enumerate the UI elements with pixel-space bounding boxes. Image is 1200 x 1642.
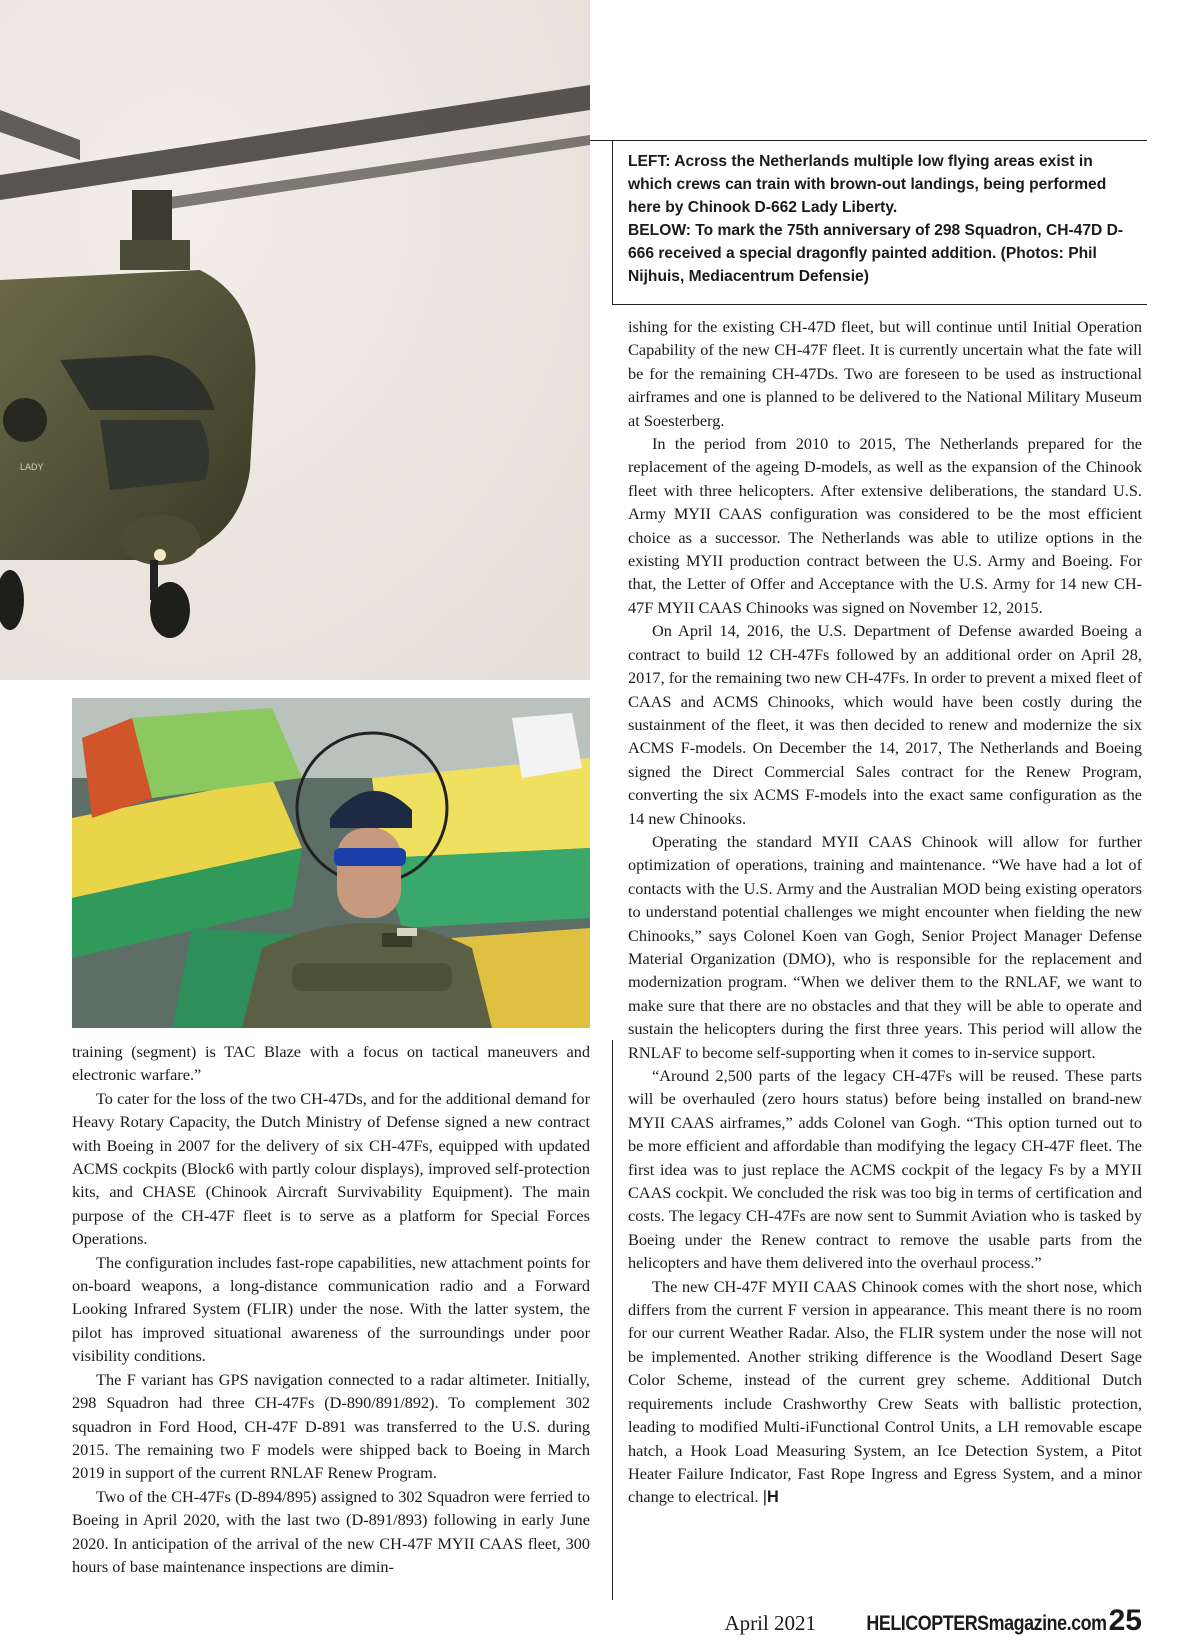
paragraph: The F variant has GPS navigation connected to a radar altimeter. Initially, 298 Squadron had three CH-47Fs (D-890/891/892). To complement 302 squadron in Ford Hood, CH-47F D-891 was transferred to the U.S. during 2015. The remaining two F models were shipped back to Boeing in March 2019 in support of the current RNLAF Renew Program. xyxy=(72,1369,590,1483)
caption-below: BELOW: To mark the 75th anniversary of 298 Squadron, CH-47D D-666 received a special dragonfly painted addition. (Photos: Phil Nijhuis, Mediacentrum Defensie) xyxy=(628,222,1124,285)
svg-text:LADY: LADY xyxy=(20,462,44,472)
end-mark: H xyxy=(766,1488,779,1507)
paragraph: On April 14, 2016, the U.S. Department of Defense awarded Boeing a contract to build 12 CH-47Fs followed by an additional order on April 28, 2017, for the remaining two new CH-47Fs. In order to prevent a mixed fleet of CAAS and ACMS Chinooks, which would have been costly during the sustainment of the fleet, it was then decided to renew and modernize the six ACMS F-models. On December the 14, 2017, The Netherlands and Boeing signed the Direct Commercial Sales contract for the Renew Program, converting the six ACMS F-models into the exact same configuration as the 14 new Chinooks. xyxy=(628,621,1142,828)
paragraph-final-text: The new CH-47F MYII CAAS Chinook comes with the short nose, which differs from the current F version in appearance. This meant there is no room for our current Weather Radar. Also, the FLIR system under the nose will not be implemented. Another striking difference is the Woodland Desert Sage Color Scheme, instead of the current grey scheme. Additional Dutch requirements include Crashworthy Crew Seats with ballistic protection, leading to modified Multi-iFunctional Control Units, a LH removable escape hatch, a Hook Load Measuring System, an Ice Detection System, a Pitot Heater Failure Indicator, Fast Rope Ingress and Egress System, and a minor change to electrical. xyxy=(628,1276,1142,1507)
caption-top-rule xyxy=(590,140,1147,141)
paragraph: “Around 2,500 parts of the legacy CH-47Fs will be reused. These parts will be overhauled (zero hours status) before being installed on brand-new MYII CAAS airframes,” adds Colonel van Gogh. “This option turned out to be more efficient and affordable than modifying the legacy CH-47F fleet. The first idea was to just replace the ACMS cockpit of the legacy Fs by a MYII CAAS cockpit. We concluded the risk was too big in terms of certification and costs. The legacy CH-47Fs are now sent to Summit Aviation who is tasked by Boeing under the Renew contract to remove the usable parts from the helicopters and have them delivered into the overhaul process.” xyxy=(628,1066,1142,1273)
caption-left: LEFT: Across the Netherlands multiple low flying areas exist in which crews can train with brown-out landings, being performed here by Chinook D-662 Lady Liberty. xyxy=(628,153,1107,216)
pilot-dragonfly-illustration xyxy=(72,698,590,1028)
paragraph: training (segment) is TAC Blaze with a focus on tactical maneuvers and electronic warfare.” xyxy=(72,1042,590,1085)
paragraph: ishing for the existing CH-47D fleet, but will continue until Initial Operation Capability of the new CH-47F fleet. It is currently uncertain what the fate will be for the remaining CH-47Ds. Two are foreseen to be used as instructional airframes and one is planned to be delivered to the National Military Museum at Soesterberg. xyxy=(628,317,1142,430)
column-divider xyxy=(612,1040,613,1600)
page-footer xyxy=(724,1604,1142,1638)
chinook-helicopter-illustration xyxy=(0,0,590,680)
paragraph: To cater for the loss of the two CH-47Ds, and for the additional demand for Heavy Rotary Capacity, the Dutch Ministry of Defense signed a new contract with Boeing in 2007 for the delivery of six CH-47Fs, equipped with updated ACMS cockpits (Block6 with partly colour displays), improved self-protection kits, and CHASE (Chinook Aircraft Survivability Equipment). The main purpose of the CH-47F fleet is to serve as a platform for Special Forces Operations. xyxy=(72,1088,590,1249)
photo-caption xyxy=(628,150,1128,288)
chinook-photo xyxy=(0,0,590,680)
paragraph: In the period from 2010 to 2015, The Netherlands prepared for the replacement of the ageing D-models, as well as the expansion of the Chinook fleet with three helicopters. After extensive deliberations, the standard U.S. Army MYII CAAS configuration was considered to be the most efficient choice as a successor. The Netherlands was able to utilize options in the existing MYII production contract between the U.S. Army and Boeing. For that, the Letter of Offer and Acceptance with the U.S. Army for 14 new CH-47F MYII CAAS Chinooks was signed on November 12, 2015. xyxy=(628,434,1142,617)
magazine-site: HELICOPTERSmagazine.com xyxy=(866,1612,1107,1635)
end-mark-separator: | xyxy=(762,1488,767,1507)
pilot-dragonfly-photo xyxy=(72,698,590,1028)
issue-date: April 2021 xyxy=(724,1611,817,1635)
paragraph: The configuration includes fast-rope capabilities, new attachment points for on-board weapons, a long-distance communication radio and a Forward Looking Infrared System (FLIR) under the nose. With the latter system, the pilot has improved situational awareness of the surroundings under poor visibility conditions. xyxy=(72,1252,590,1366)
paragraph: Two of the CH-47Fs (D-894/895) assigned to 302 Squadron were ferried to Boeing in April 2020, with the last two (D-891/893) following in early June 2020. In anticipation of the arrival of the new CH-47F MYII CAAS fleet, 300 hours of base maintenance inspections are dimin- xyxy=(72,1486,590,1576)
paragraph-final xyxy=(628,1275,1142,1510)
caption-bottom-rule xyxy=(612,304,1147,305)
column-divider-top xyxy=(612,140,613,304)
article-column-right xyxy=(628,315,1142,1510)
article-column-left xyxy=(72,1040,590,1578)
paragraph: Operating the standard MYII CAAS Chinook will allow for further optimization of operations, training and maintenance. “We have had a lot of contacts with the U.S. Army and the Australian MOD being existing operators to understand potential challenges we might encounter when fielding the new Chinooks,” says Colonel Koen van Gogh, Senior Project Manager Defense Material Organization (DMO), who is responsible for the replacement and modernization program. “When we deliver them to the RNLAF, we want to make sure that there are no obstacles and that they will be able to operate and sustain the helicopters during the first three years. This period will allow the RNLAF to become self-supporting when it comes to in-service support. xyxy=(628,831,1142,1062)
page-number: 25 xyxy=(1108,1604,1142,1637)
